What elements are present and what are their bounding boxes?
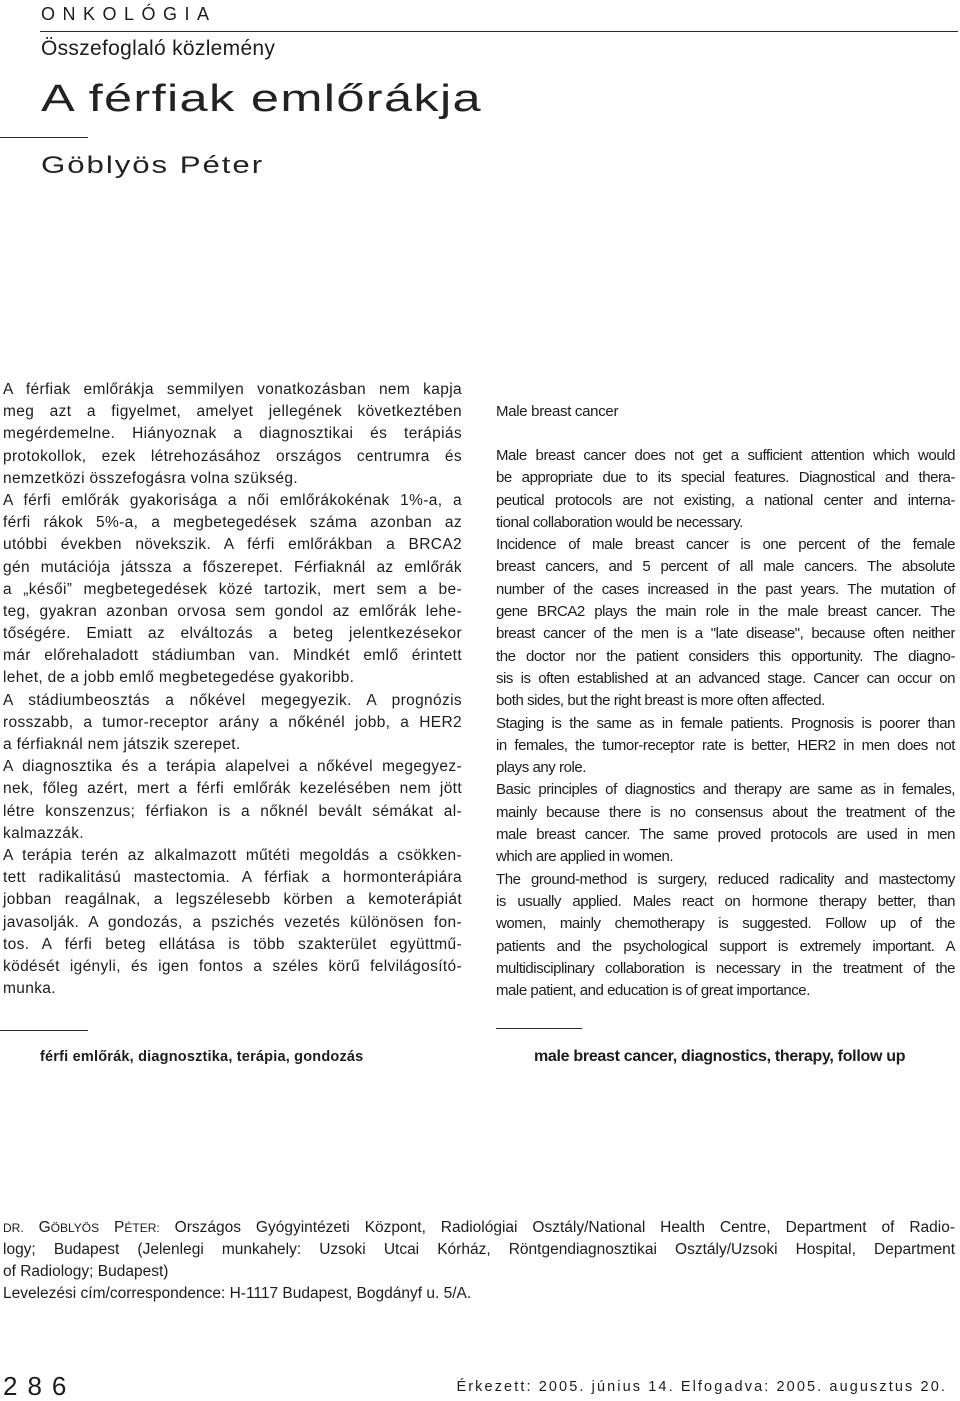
abstract-english-heading: Male breast cancer — [496, 403, 619, 420]
author-affiliation — [3, 1217, 955, 1305]
text-line: A férfiak emlőrákja semmilyen vonatkozásban nem kapja — [3, 381, 462, 398]
journal-section-name: ONKOLÓGIA — [41, 4, 217, 24]
correspondence-address: Levelezési cím/correspondence: H-1117 Budapest, Bogdányf u. 5/A. — [3, 1285, 472, 1302]
text-line: utóbbi években növekszik. A férfi emlőrákban a BRCA2 — [3, 536, 462, 554]
abstract-paragraph — [496, 779, 955, 868]
text-line: tőségére. Emiatt az elváltozás a beteg jelentkezésekor — [3, 625, 462, 643]
abstract-paragraph — [496, 534, 955, 712]
text-line: gén mutációja játssza a főszerepet. Férfiaknál az emlőrák — [3, 558, 462, 576]
text-line: munka. — [3, 980, 56, 998]
text-line: ködését igényli, és igen fontos a széles körű felvilágosító- — [3, 957, 462, 975]
text-line: The ground-method is surgery, reduced radicality and mastectomy — [496, 870, 955, 888]
text-line: megérdemelne. Hiányoznak a diagnosztikai és terápiás — [3, 425, 462, 443]
text-line: lehet, de a jobb emlő megbetegedése gyakoribb. — [3, 669, 355, 687]
text-line: tett radikalitású mastectomia. A férfiak a hormonterápiára — [3, 869, 462, 887]
keywords-hu-divider — [0, 1030, 88, 1031]
text-line: multidisciplinary collaboration is necessary in the treatment of the — [496, 959, 955, 977]
text-line: a „késői” megbetegedések közé tartozik, mert sem a be- — [3, 580, 462, 598]
text-line: protokollok, ezek létrehozásához országos centrumra és — [3, 447, 462, 465]
text-line: women, mainly chemotherapy is suggested. Follow up of the — [496, 915, 955, 933]
keywords-en-divider — [496, 1028, 582, 1029]
keywords-english: male breast cancer, diagnostics, therapy, follow up — [534, 1048, 906, 1065]
affiliation-text: Országos Gyógyintézeti Központ, Radiológiai Osztály/National Health Centre, Department of Radio- — [174, 1219, 956, 1236]
keywords-hungarian: férfi emlőrák, diagnosztika, terápia, gondozás — [40, 1049, 364, 1065]
text-line: A terápia terén az alkalmazott műtéti megoldás a csökken- — [3, 846, 462, 864]
article-author: Göblyös Péter — [41, 152, 265, 179]
text-line: in females, the tumor-receptor rate is better, HER2 in men does not — [496, 736, 955, 754]
text-line: rosszabb, a tumor-receptor arány a nőkénél jobb, a HER2 — [3, 713, 462, 731]
received-accepted-dates: Érkezett: 2005. június 14. Elfogadva: 2005. augusztus 20. — [456, 1379, 947, 1395]
abstract-paragraph — [496, 869, 955, 1003]
text-line: both sides, but the right breast is more often affected. — [496, 692, 825, 710]
abstract-hungarian — [3, 379, 462, 1000]
text-line: tional collaboration would be necessary. — [496, 513, 743, 531]
abstract-paragraph — [3, 379, 462, 490]
text-line: meg azt a figyelmet, amelyet jellegének következtében — [3, 403, 462, 421]
text-line: peutical protocols are not existing, a national center and interna- — [496, 491, 955, 509]
abstract-paragraph — [3, 490, 462, 690]
text-line: number of the cases increased in the past years. The mutation of — [496, 580, 955, 598]
text-line: tos. A férfi beteg ellátása is több szakterület együttmű- — [3, 935, 462, 953]
page-number: 286 — [3, 1371, 77, 1401]
text-line: is usually applied. Males react on hormone therapy better, than — [496, 892, 955, 910]
text-line: gene BRCA2 plays the main role in the male breast cancer. The — [496, 603, 955, 621]
abstract-english — [496, 445, 955, 1002]
abstract-paragraph — [496, 445, 955, 534]
abstract-paragraph — [3, 756, 462, 845]
author-given-name: PÉTER: — [114, 1219, 160, 1236]
text-line: sis is often established at an advanced stage. Cancer can occur on — [496, 669, 955, 687]
text-line: be appropriate due to its special features. Diagnostical and thera- — [496, 469, 955, 487]
text-line: breast cancers, and 5 percent of all male cancers. The absolute — [496, 558, 955, 576]
author-title: DR. — [3, 1221, 24, 1235]
text-line: A diagnosztika és a terápia alapelvei a nőkével megegyez- — [3, 758, 462, 776]
text-line: a férfiaknál nem játszik szerepet. — [3, 736, 241, 753]
affiliation-line — [3, 1217, 955, 1239]
text-line: which are applied in women. — [496, 848, 674, 866]
abstract-paragraph — [496, 713, 955, 780]
text-line: teg, gyakran azonban orvosa sem gondol az emlőrák lehe- — [3, 602, 462, 620]
text-line: javasolják. A gondozás, a pszichés vezetés különösen fon- — [3, 913, 462, 931]
text-line: nek, főleg azért, mert a férfi emlőrák kezelésében nem jött — [3, 780, 462, 798]
text-line: A stádiumbeosztás a nőkével megegyezik. A prognózis — [3, 691, 462, 709]
text-line: már előrehaladott stádiumban van. Mindkét emlő érintett — [3, 647, 462, 665]
abstract-paragraph — [3, 845, 462, 1000]
text-line: mainly because there is no consensus about the treatment of the — [496, 803, 955, 821]
text-line: férfi rákok 5%-a, a megbetegedések száma azonban az — [3, 514, 462, 532]
text-line: létre konszenzus; férfiakon is a nőknél bevált sémákat al- — [3, 802, 462, 820]
article-title: A férfiak emlőrákja — [41, 78, 482, 120]
text-line: jobban reagálnak, a legszélesebb körben a kemoterápiát — [3, 891, 462, 909]
text-line: male patient, and education is of great importance. — [496, 982, 810, 1000]
text-line: the doctor nor the patient considers this opportunity. The diagno- — [496, 647, 955, 665]
affiliation-line: logy; Budapest (Jelenlegi munkahely: Uzsoki Utcai Kórház, Röntgendiagnosztikai Osztály/Uzsoki Hospital, Department — [3, 1241, 955, 1258]
text-line: Basic principles of diagnostics and therapy are same as in females, — [496, 781, 955, 799]
text-line: Staging is the same as in female patients. Prognosis is poorer than — [496, 714, 955, 732]
text-line: Male breast cancer does not get a sufficient attention which would — [496, 447, 955, 464]
article-type: Összefoglaló közlemény — [41, 37, 276, 60]
text-line: patients and the psychological support is extremely important. A — [496, 937, 955, 955]
text-line: nemzetközi összefogásra volna szükség. — [3, 469, 299, 487]
abstract-paragraph — [3, 690, 462, 757]
text-line: Incidence of male breast cancer is one percent of the female — [496, 536, 955, 554]
text-line: A férfi emlőrák gyakorisága a női emlőrákokénak 1%-a, a — [3, 491, 462, 509]
title-divider — [0, 137, 88, 138]
header-rule — [40, 31, 958, 32]
author-surname: GÖBLYÖS — [38, 1219, 100, 1236]
text-line: plays any role. — [496, 759, 586, 777]
text-line: kalmazzák. — [3, 824, 85, 842]
text-line: male breast cancer. The same proved protocols are used in men — [496, 826, 955, 844]
affiliation-line: of Radiology; Budapest) — [3, 1263, 169, 1280]
text-line: breast cancer of the men is a "late disease", because often neither — [496, 625, 955, 643]
